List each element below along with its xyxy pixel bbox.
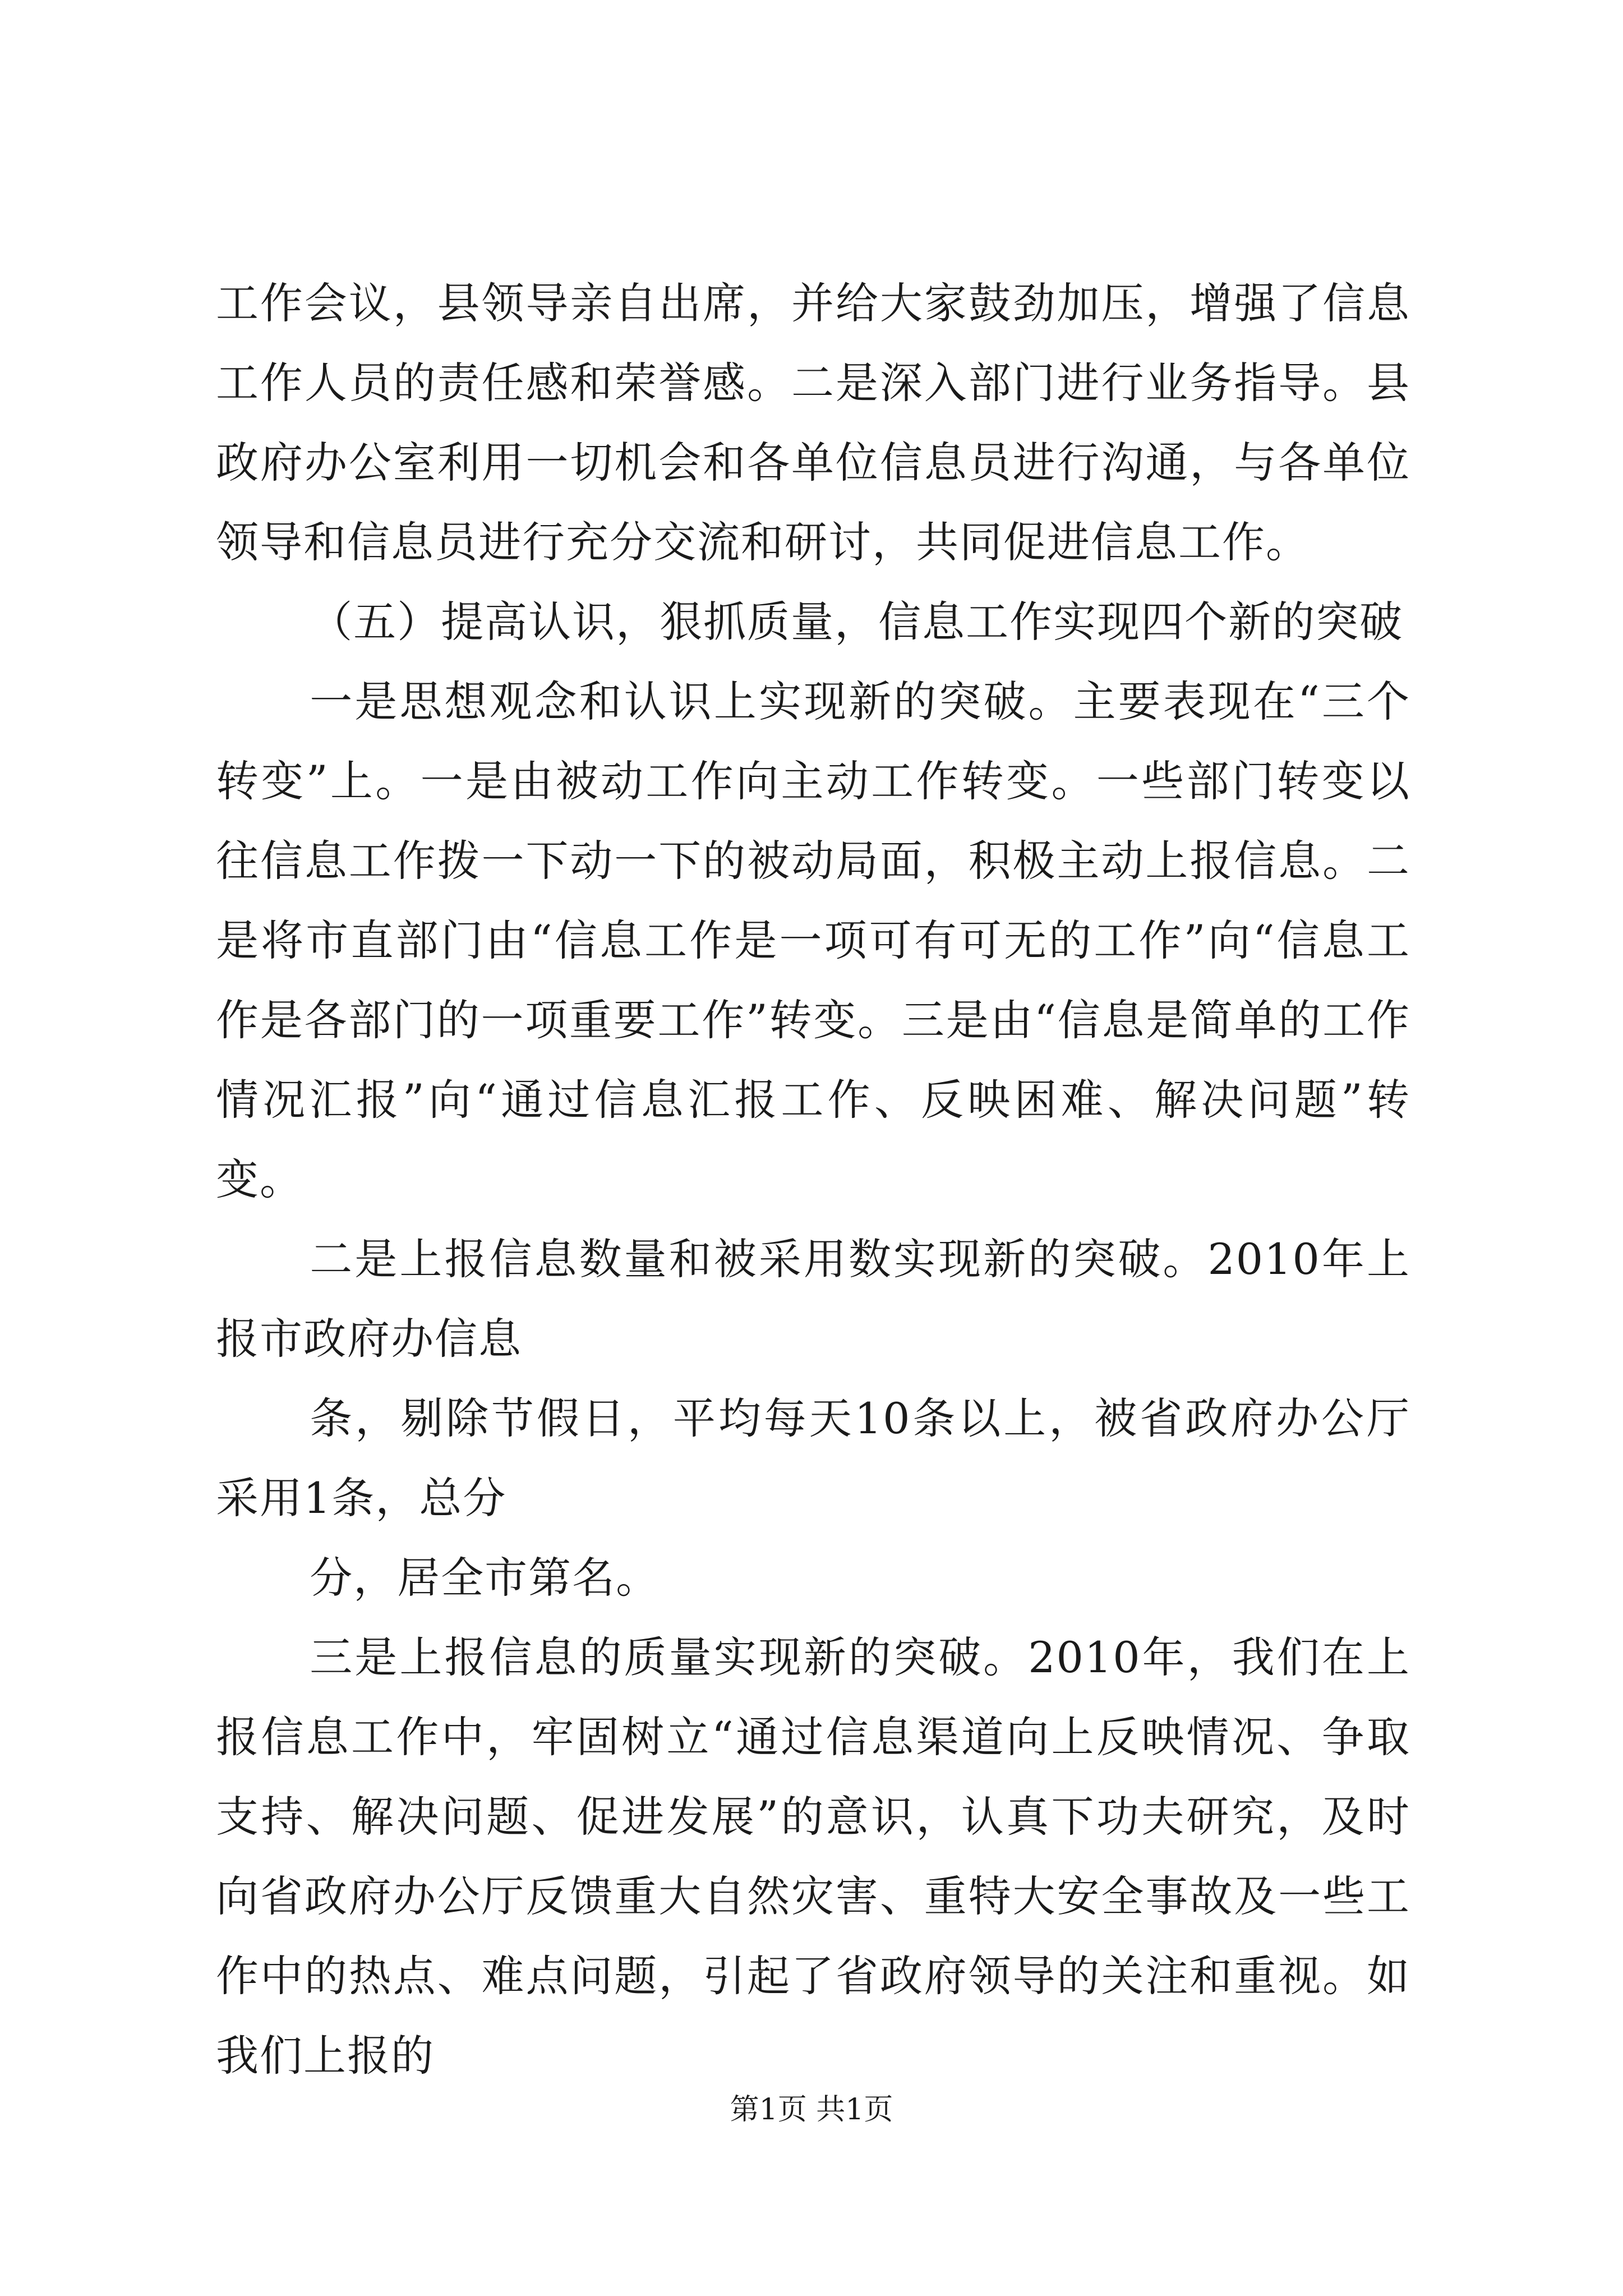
paragraph-4: 二是上报信息数量和被采用数实现新的突破。2010年上报市政府办信息 <box>216 1234 1410 1364</box>
paragraph-3: 一是思想观念和认识上实现新的突破。主要表现在“三个转变”上。一是由被动工作向主动工作转变。一些部门转变以往信息工作拨一下动一下的被动局面，积极主动上报信息。二是将市直部门由“信息工作是一项可有可无的工作”向“信息工作是各部门的一项重要工作”转变。三是由“信息是简单的工作情况汇报”向“通过信息汇报工作、反映困难、解决问题”转变。 <box>216 677 1410 1204</box>
paragraph-6: 分，居全市第名。 <box>310 1553 660 1603</box>
paragraph-7: 三是上报信息的质量实现新的突破。2010年，我们在上报信息工作中，牢固树立“通过信息渠道向上反映情况、争取支持、解决问题、促进发展”的意识，认真下功夫研究，及时向省政府办公厅反馈重大自然灾害、重特大安全事故及一些工作中的热点、难点问题，引起了省政府领导的关注和重视。如我们上报的 <box>216 1632 1410 2081</box>
paragraph-5: 条，剔除节假日，平均每天10条以上，被省政府办公厅采用1条，总分 <box>216 1393 1410 1523</box>
page-footer: 第1页 共1页 <box>730 2093 893 2127</box>
document-body <box>216 264 1410 2096</box>
paragraph-1: 工作会议，县领导亲自出席，并给大家鼓劲加压，增强了信息工作人员的责任感和荣誉感。二是深入部门进行业务指导。县政府办公室利用一切机会和各单位信息员进行沟通，与各单位领导和信息员进行充分交流和研讨，共同促进信息工作。 <box>216 278 1410 567</box>
section-heading: （五）提高认识，狠抓质量，信息工作实现四个新的突破 <box>310 597 1404 647</box>
